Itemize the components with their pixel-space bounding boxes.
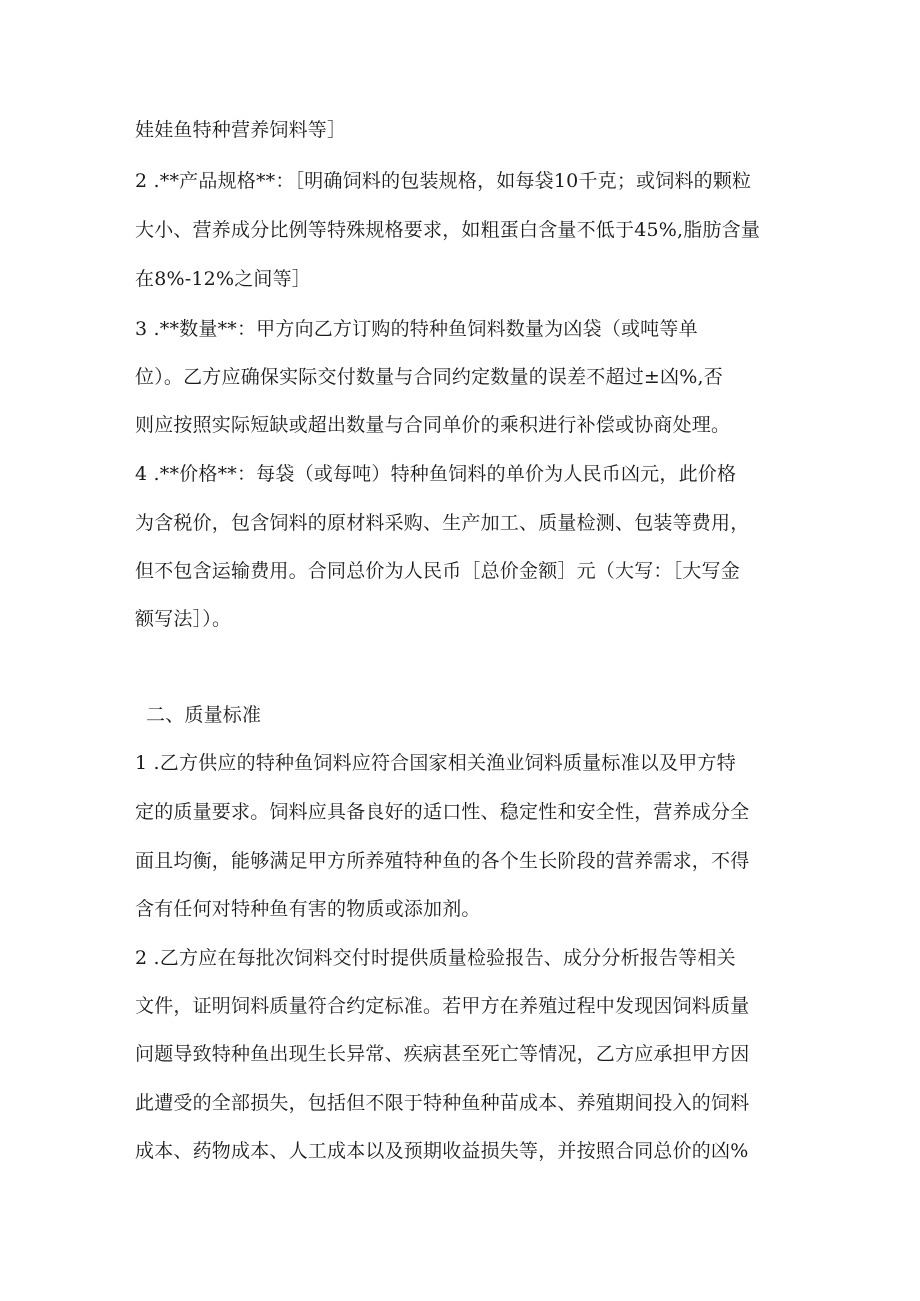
text-line: 为含税价，包含饲料的原材料采购、生产加工、质量检测、包装等费用， [135, 512, 750, 534]
text-line: 在8%-12%之间等］ [135, 268, 311, 290]
text-line: 问题导致特种鱼出现生长异常、疾病甚至死亡等情况，乙方应承担甲方因 [135, 1043, 750, 1065]
text-line: 则应按照实际短缺或超出数量与合同单价的乘积进行补偿或协商处理。 [135, 414, 731, 436]
text-line: 此遭受的全部损失，包括但不限于特种鱼种苗成本、养殖期间投入的饲料 [135, 1092, 750, 1114]
text-line: 成本、药物成本、人工成本以及预期收益损失等，并按照合同总价的凶% [135, 1140, 749, 1162]
text-line: 面且均衡，能够满足甲方所养殖特种鱼的各个生长阶段的营养需求，不得 [135, 850, 750, 872]
text-line: 娃娃鱼特种营养饲料等］ [135, 119, 347, 141]
text-line: 2 .**产品规格**：［明确饲料的包装规格，如每袋10千克；或饲料的颗粒 [135, 170, 752, 192]
text-line: 3 .**数量**：甲方向乙方订购的特种鱼饲料数量为凶袋（或吨等单 [135, 318, 698, 340]
section-heading: 二、质量标准 [146, 704, 262, 726]
text-line: 文件，证明饲料质量符合约定标准。若甲方在养殖过程中发现因饲料质量 [135, 995, 750, 1017]
text-line: 但不包含运输费用。合同总价为人民币［总价金额］元（大写：［大写金 [135, 560, 740, 582]
text-line: 2 .乙方应在每批次饲料交付时提供质量检验报告、成分分析报告等相关 [135, 947, 736, 969]
text-line: 含有任何对特种鱼有害的物质或添加剂。 [135, 898, 481, 920]
text-line: 位）。乙方应确保实际交付数量与合同约定数量的误差不超过±凶%,否 [135, 366, 723, 388]
text-line: 额写法］）。 [135, 608, 232, 630]
text-line: 1 .乙方供应的特种鱼饲料应符合国家相关渔业饲料质量标准以及甲方特 [135, 752, 736, 774]
text-line: 定的质量要求。饲料应具备良好的适口性、稳定性和安全性，营养成分全 [135, 801, 750, 823]
text-line: 大小、营养成分比例等特殊规格要求，如粗蛋白含量不低于45%,脂肪含量 [135, 219, 761, 241]
text-line: 4 .**价格**：每袋（或每吨）特种鱼饲料的单价为人民币凶元，此价格 [135, 463, 737, 485]
